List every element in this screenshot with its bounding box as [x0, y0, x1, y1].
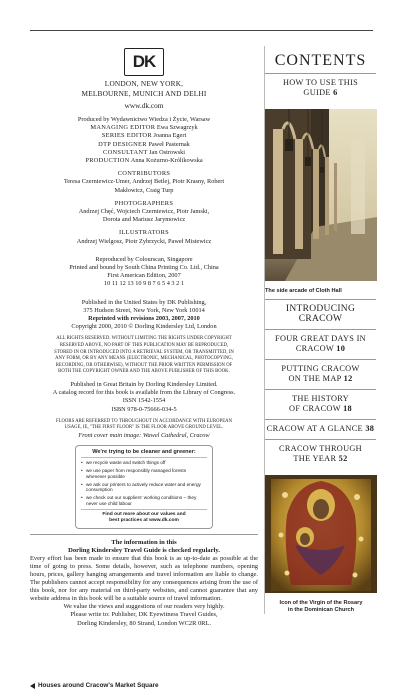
toc-item-how-to-use[interactable]: HOW TO USE THIS GUIDE 6	[282, 78, 359, 97]
reproduced-info: Reproduced by Colourscan, Singapore Printed and bound by South China Printing Co. Ltd., China First American Edition, 2007 10 11 12 13 10 9 8 7 6 5 4 3 2 1	[69, 255, 219, 288]
icon-image	[265, 475, 377, 593]
front-cover-credit: Front cover main image: Wawel Cathedral, Cracow	[78, 432, 210, 440]
issn: ISSN 1542-1554	[122, 397, 166, 405]
illustrators-heading: ILLUSTRATORS	[119, 229, 169, 237]
toc-item-putting-on-map[interactable]: PUTTING CRACOW ON THE MAP 12	[281, 364, 360, 383]
arrow-left-icon	[30, 683, 35, 689]
photographers: Andrzej Chęć, Wojciech Czerniewicz, Piotr Jamski, Dorota and Mariusz Jarymowicz	[78, 208, 210, 224]
toc-item-four-great-days[interactable]: FOUR GREAT DAYS IN CRACOW 10	[275, 334, 366, 353]
isbn: ISBN 978-0-75666-034-5	[111, 405, 177, 413]
photo2-caption: Icon of the Virgin of the Rosary in the Dominican Church	[279, 600, 363, 613]
cloth-hall-arcade-photo	[265, 109, 377, 295]
contributors: Teresa Czerniewicz-Umer, Andrzej Betlej, Piotr Krasny, Robert Makłowicz, Craig Turp	[63, 178, 225, 194]
greener-item: • we check out our suppliers' working conditions – they never use child labour	[81, 495, 207, 507]
rights-notice: ALL RIGHTS RESERVED. WITHOUT LIMITING THE RIGHTS UNDER COPYRIGHT RESERVED ABOVE, NO PART OF THIS PUBLICATION MAY BE REPRODUCED, STORED IN OR INTRODUCED INTO A RETRIEVAL SYSTEM, OR TRANSMITTED, IN ANY FORM, OR BY ANY MEANS (ELECTRONIC, MECHANICAL, PHOTOCOPYING, RECORDING, OR OTHERWISE), WITHOUT THE PRIOR WRITTEN PERMISSION OF BOTH THE COPYRIGHT OWNER AND THE ABOVE PUBLISHER OF THIS BOOK.	[54, 336, 234, 375]
toc-item-through-the-year[interactable]: CRACOW THROUGH THE YEAR 52	[279, 444, 362, 463]
greener-box	[75, 445, 213, 529]
illustrators: Andrzej Wielgosz, Piotr Zybrzycki, Paweł Mistewicz	[76, 237, 212, 245]
info-box	[30, 534, 258, 628]
virgin-icon-photo	[265, 475, 377, 614]
greener-title: We're trying to be cleaner and greener:	[81, 449, 207, 458]
greener-footer: Find out more about our values and best practices at www.dk.com	[81, 509, 207, 524]
toc-item-introducing[interactable]: INTRODUCING CRACOW	[285, 304, 356, 324]
reprinted-note: Reprinted with revisions 2003, 2007, 2010	[88, 315, 200, 323]
info-closing: We value the views and suggestions of our readers very highly. Please write to: Publisher, DK Eyewitness Travel Guides, Dorling Kindersley, 80 Strand, London WC2R 0RL.	[63, 603, 225, 627]
photographers-heading: PHOTOGRAPHERS	[114, 199, 174, 207]
top-rule	[30, 30, 373, 31]
greener-item: • we ask our printers to actively reduce water and energy consumption	[81, 482, 207, 494]
toc-item-history[interactable]: THE HISTORY OF CRACOW 18	[289, 394, 352, 413]
arcade-image	[265, 109, 377, 281]
page-footer	[30, 682, 158, 689]
catalog-record: A catalog record for this book is available from the Library of Congress.	[52, 389, 236, 397]
dk-logo: DK	[124, 48, 164, 76]
greener-item: • we recycle waste and switch things off	[81, 460, 207, 466]
copyright-line: Copyright 2000, 2010 © Dorling Kindersley Ltd, London	[71, 323, 217, 331]
contributors-heading: CONTRIBUTORS	[117, 170, 171, 178]
photo1-caption: The side arcade of Cloth Hall	[265, 288, 342, 294]
imprint-column	[30, 40, 258, 628]
published-gb: Published in Great Britain by Dorling Kindersley Limited.	[70, 381, 218, 389]
greener-item: • we use paper from responsibly managed forests whenever possible	[81, 468, 207, 480]
publisher-url: www.dk.com	[124, 101, 164, 110]
floors-note: FLOORS ARE REFERRED TO THROUGHOUT IN ACCORDANCE WITH EUROPEAN USAGE, IE, "THE FIRST FLOOR" IS THE FLOOR ABOVE GROUND LEVEL.	[55, 418, 233, 431]
contents-column	[264, 46, 376, 614]
produced-by: Produced by Wydawnictwo Wiedza i Życie, Warsaw	[77, 116, 211, 123]
published-us: Published in the United States by DK Publishing, 375 Hudson Street, New York, New York 10014	[81, 298, 207, 314]
credits: MANAGING EDITOR Ewa Szwagrzyk SERIES EDITOR Joanna Egert DTP DESIGNER Paweł Pasternak CONSULTANT Jan Ostrowski PRODUCTION Anna Kożurno-Królikowska	[85, 124, 203, 165]
toc-item-at-a-glance[interactable]: CRACOW AT A GLANCE 38	[266, 424, 375, 433]
contents-title: CONTENTS	[265, 52, 376, 74]
footer-caption: Houses around Cracow's Market Square	[38, 682, 159, 689]
publisher-cities: LONDON, NEW YORK, MELBOURNE, MUNICH AND DELHI	[81, 79, 207, 98]
info-body: Every effort has been made to ensure that this book is as up-to-date as possible at the time of going to press. Some details, however, such as telephone numbers, opening hours, prices, gallery hanging arrangements and travel information are liable to change. The publishers cannot accept responsibility for any consequences arising from the use of this book, nor for any material on third-party websites, and cannot guarantee that any website address in this book will be a suitable source of travel information.	[30, 554, 258, 603]
info-title: The information in this Dorling Kindersley Travel Guide is checked regularly.	[68, 538, 220, 554]
